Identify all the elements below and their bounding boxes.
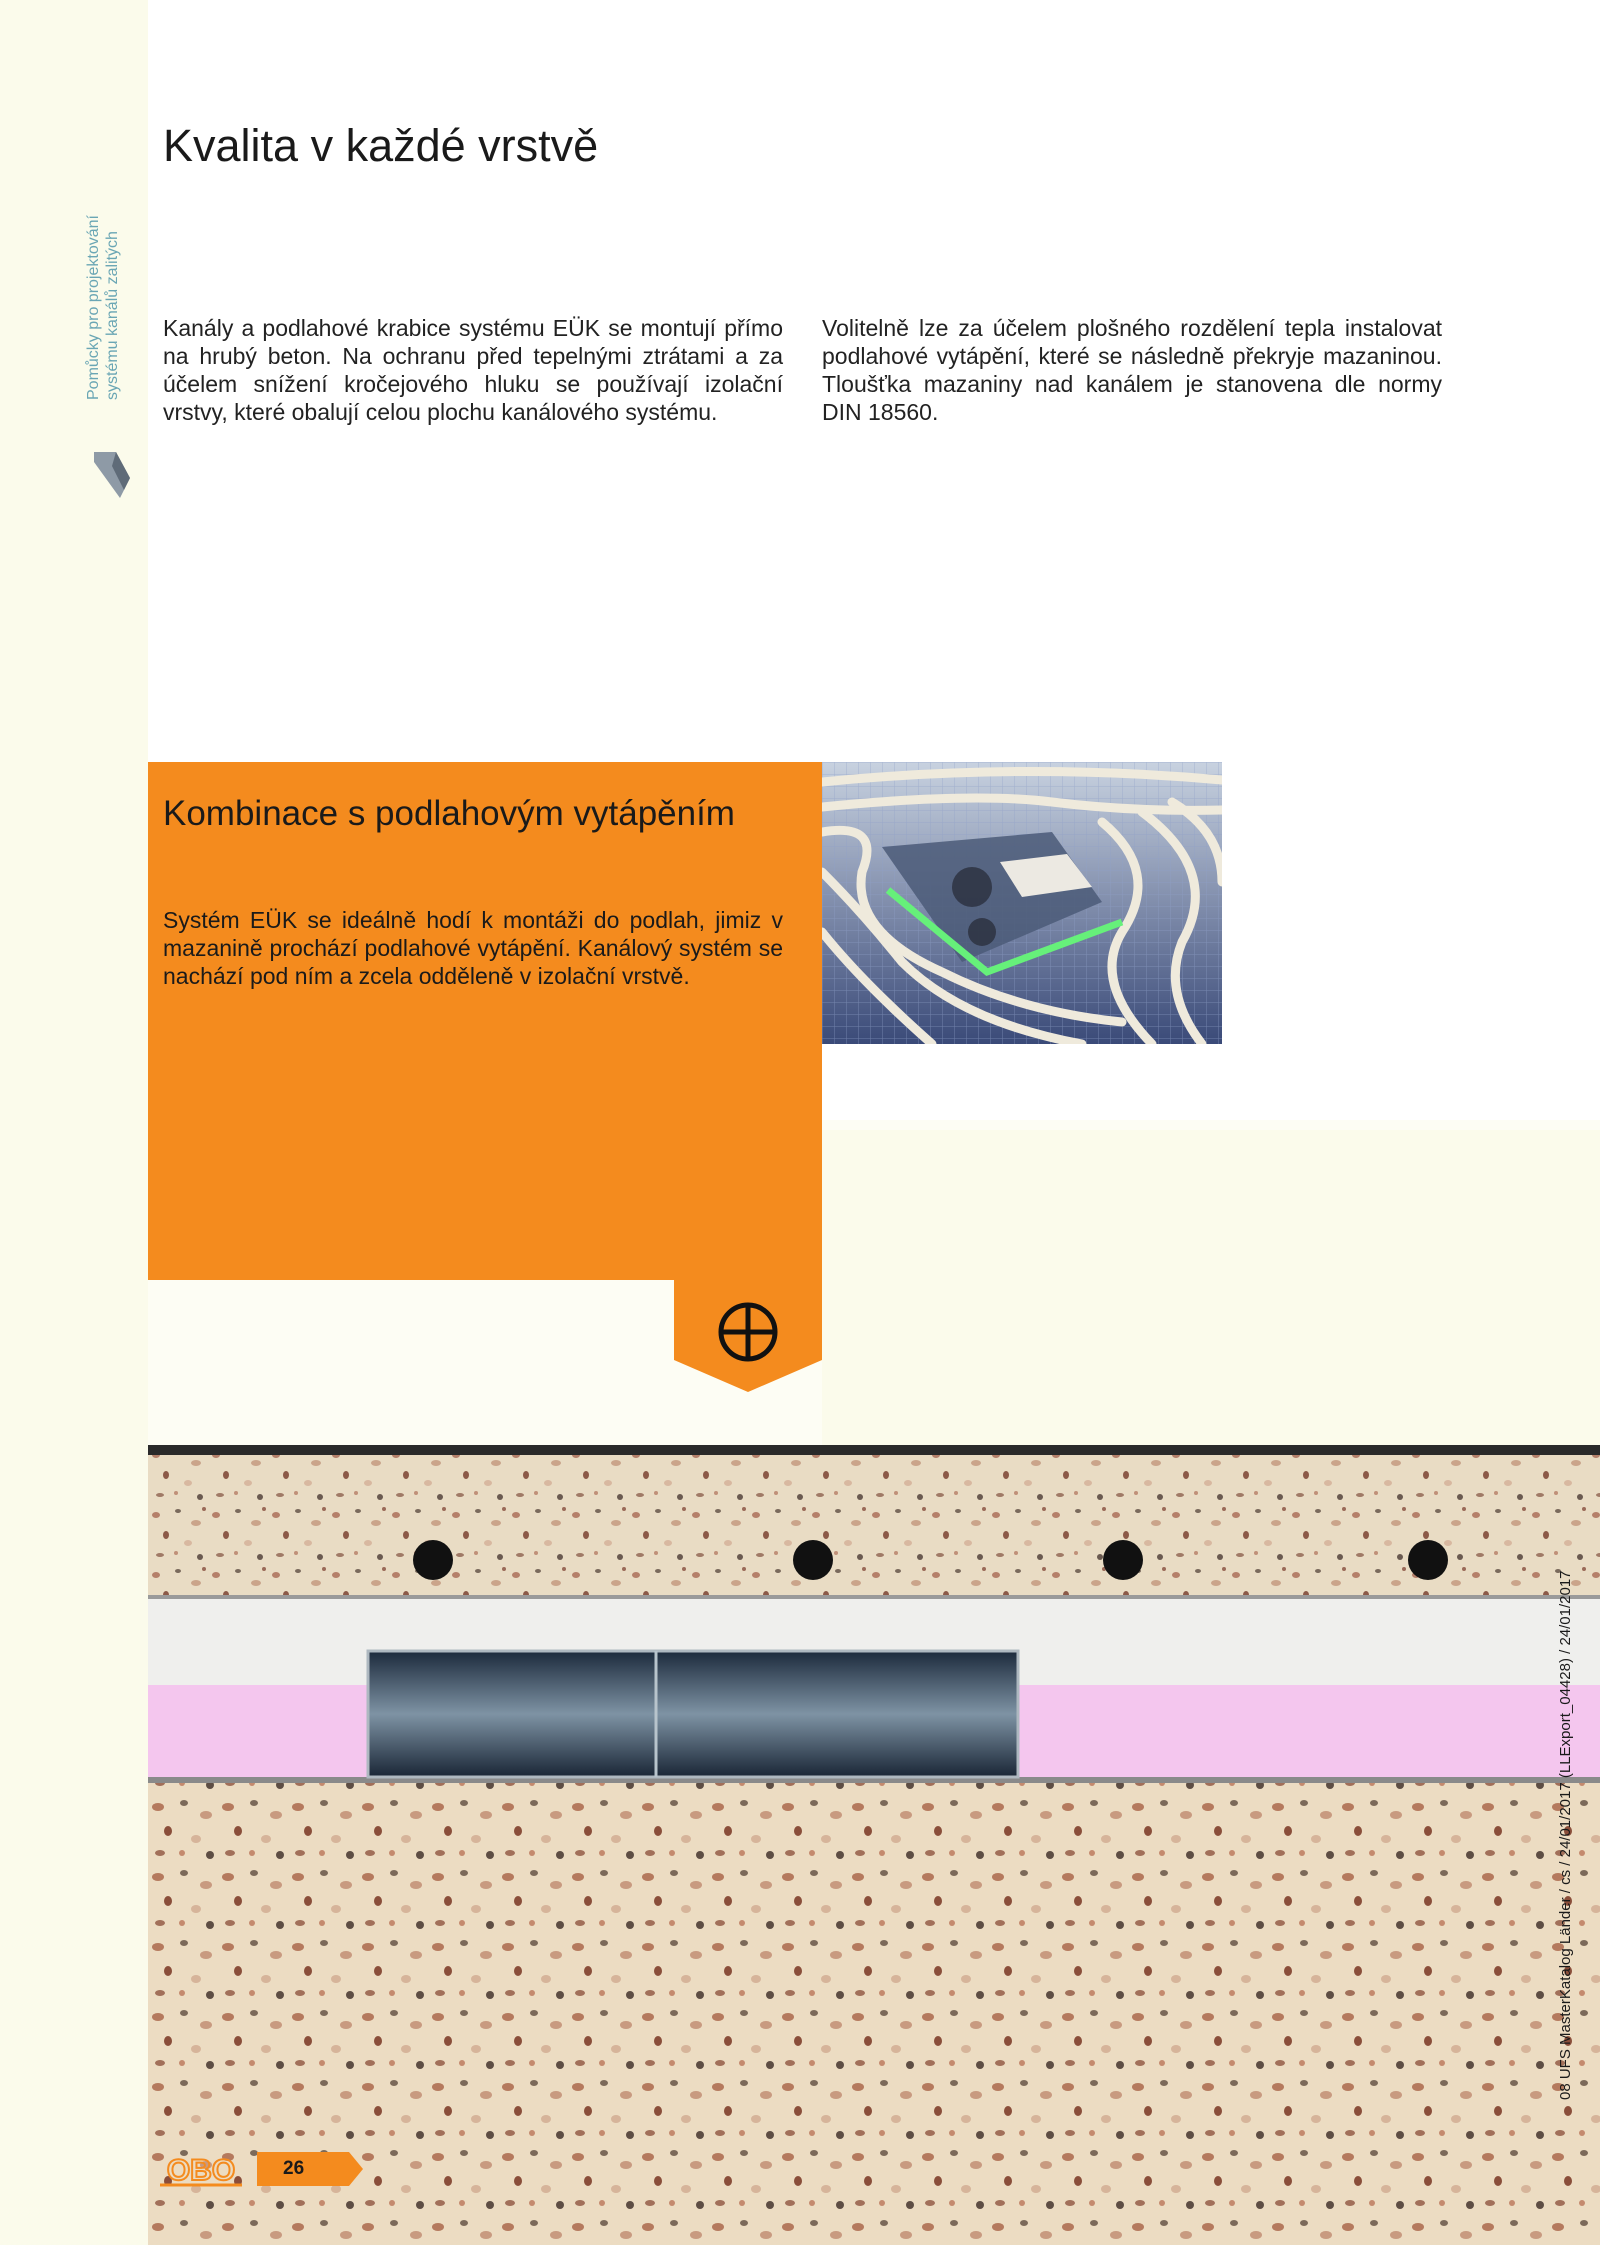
sidebar-label-line2: systému kanálů zalitých — [104, 231, 121, 400]
svg-text:OBO: OBO — [166, 2154, 236, 2187]
highlight-body: Systém EÜK se ideálně hodí k montáži do podlah, jimiz v mazanině prochází podlahové vytápění. Kanálový systém se nachází pod ním a zcela odděleně v izolační vrstvě. — [163, 907, 783, 989]
floor-cross-section-diagram — [148, 1445, 1600, 2245]
intro-paragraph-left: Kanály a podlahové krabice systému EÜK se montují přímo na hrubý beton. Na ochranu před tepelnými ztrátami a za účelem snížení kročejového hluku se používají izolační vrstvy, které obalují celou plochu kanálového systému. — [163, 315, 783, 425]
page-title: Kvalita v každé vrstvě — [163, 120, 599, 171]
plus-circle-icon[interactable] — [721, 1305, 775, 1359]
page-number: 26 — [283, 2158, 305, 2179]
obo-logo — [160, 2150, 242, 2188]
sidebar — [0, 0, 148, 2245]
background-band — [822, 1130, 1600, 1450]
floor-heating-photo — [822, 762, 1222, 1044]
section-marker-icon — [94, 452, 130, 498]
sidebar-section-label — [84, 140, 122, 400]
expand-tab[interactable] — [674, 1280, 822, 1392]
highlight-box — [148, 762, 822, 1280]
page-number-badge — [257, 2152, 363, 2186]
print-metadata: 08 UFS MasterKatalog Länder / cs / 24/01/2017 (LLExport_04428) / 24/01/2017 — [1557, 1570, 1574, 2100]
highlight-title: Kombinace s podlahovým vytápěním — [163, 794, 735, 833]
sidebar-label-line1: Pomůcky pro projektování — [85, 215, 102, 400]
intro-paragraph-right: Volitelně lze za účelem plošného rozdělení tepla instalovat podlahové vytápění, které se následně překryje mazaninou. Tloušťka mazaniny nad kanálem je stanovena dle normy DIN 18560. — [822, 315, 1442, 425]
